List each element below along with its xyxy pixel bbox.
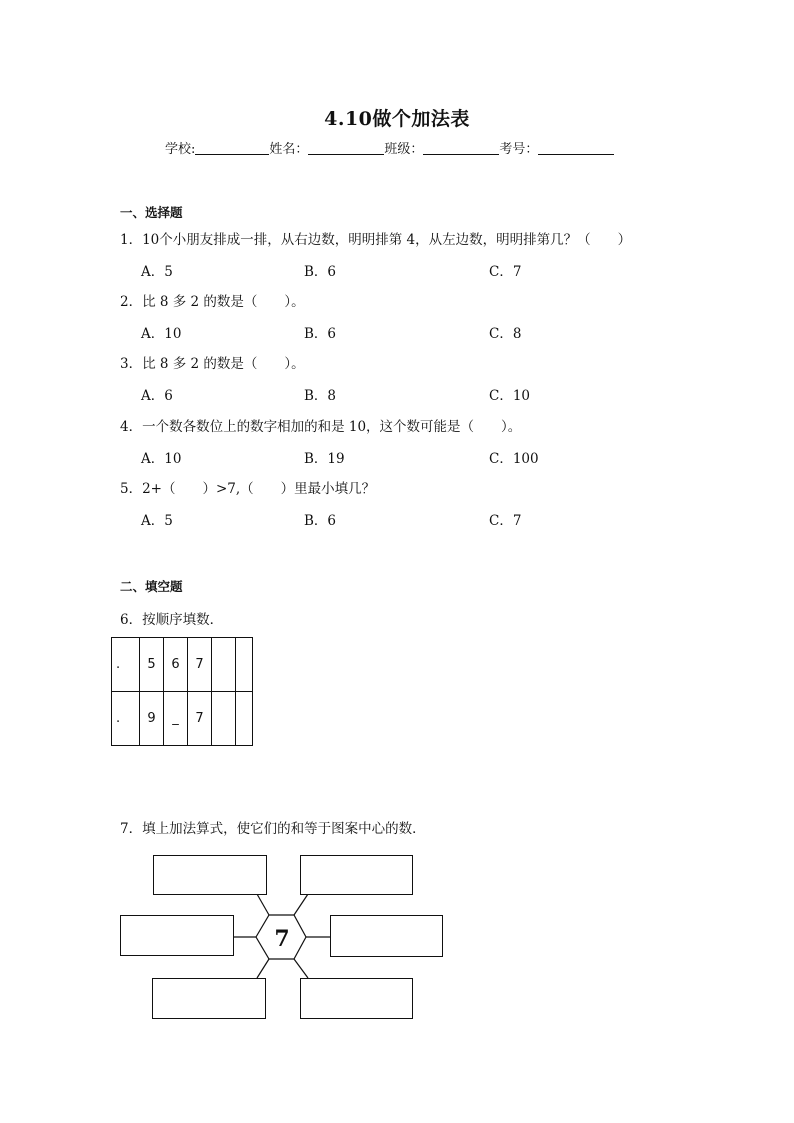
question-1-text: 1．10个小朋友排成一排，从右边数，明明排第 4，从左边数，明明排第几？（ ） <box>120 232 632 248</box>
connector-line <box>257 959 269 978</box>
grid-cell[interactable]: 9 <box>140 692 164 746</box>
exam-no-label: 考号： <box>499 142 539 157</box>
section-heading-choice: 一、选择题 <box>120 205 183 220</box>
section-heading-fill-in: 二、填空题 <box>120 579 183 594</box>
question-3-option-b[interactable]: B．8 <box>304 388 337 404</box>
connector-line <box>257 894 269 915</box>
answer-box-bottom-left[interactable] <box>152 978 266 1019</box>
question-6-text: 6．按顺序填数． <box>120 612 224 628</box>
grid-cell[interactable]: 5 <box>140 638 164 692</box>
grid-cell[interactable]: _ <box>164 692 188 746</box>
answer-box-bottom-right[interactable] <box>300 978 413 1019</box>
question-4-option-c[interactable]: C．100 <box>489 451 539 467</box>
question-5-option-b[interactable]: B．6 <box>304 513 337 529</box>
question-5-option-c[interactable]: C．7 <box>489 513 522 529</box>
grid-cell[interactable]: 7 <box>188 638 212 692</box>
grid-cell[interactable]: . <box>112 638 140 692</box>
connector-line <box>294 894 308 915</box>
question-2-option-a[interactable]: A．10 <box>141 326 182 342</box>
connector-line <box>294 959 308 978</box>
answer-box-top-right[interactable] <box>300 855 413 895</box>
grid-cell[interactable]: 7 <box>188 692 212 746</box>
question-3-option-c[interactable]: C．10 <box>489 388 531 404</box>
answer-box-left[interactable] <box>120 915 234 956</box>
question-3-option-a[interactable]: A．6 <box>141 388 173 404</box>
question-7-text: 7．填上加法算式，使它们的和等于图案中心的数． <box>120 821 426 837</box>
question-2-option-b[interactable]: B．6 <box>304 326 337 342</box>
question-5-option-a[interactable]: A．5 <box>141 513 173 529</box>
page-title: 4.10做个加法表 <box>324 108 470 130</box>
answer-box-right[interactable] <box>330 915 443 957</box>
question-1-option-a[interactable]: A．5 <box>141 264 173 280</box>
question-3-text: 3．比 8 多 2 的数是（ ）。 <box>120 356 305 372</box>
grid-cell[interactable]: . <box>112 692 140 746</box>
question-1-option-b[interactable]: B．6 <box>304 264 337 280</box>
question-5-text: 5．2+（ ）>7,（ ）里最小填几？ <box>120 481 376 497</box>
grid-cell[interactable]: 6 <box>164 638 188 692</box>
question-4-option-b[interactable]: B．19 <box>304 451 345 467</box>
name-label: 姓名： <box>269 142 309 157</box>
class-label: 班级： <box>384 142 424 157</box>
answer-box-top-left[interactable] <box>153 855 267 895</box>
school-label: 学校: <box>165 142 196 157</box>
question-1-option-c[interactable]: C．7 <box>489 264 522 280</box>
question-2-option-c[interactable]: C．8 <box>489 326 522 342</box>
question-4-option-a[interactable]: A．10 <box>141 451 182 467</box>
question-4-text: 4．一个数各数位上的数字相加的和是 10，这个数可能是（ ）。 <box>120 419 522 435</box>
question-2-text: 2．比 8 多 2 的数是（ ）。 <box>120 294 305 310</box>
center-number: 7 <box>274 926 290 952</box>
